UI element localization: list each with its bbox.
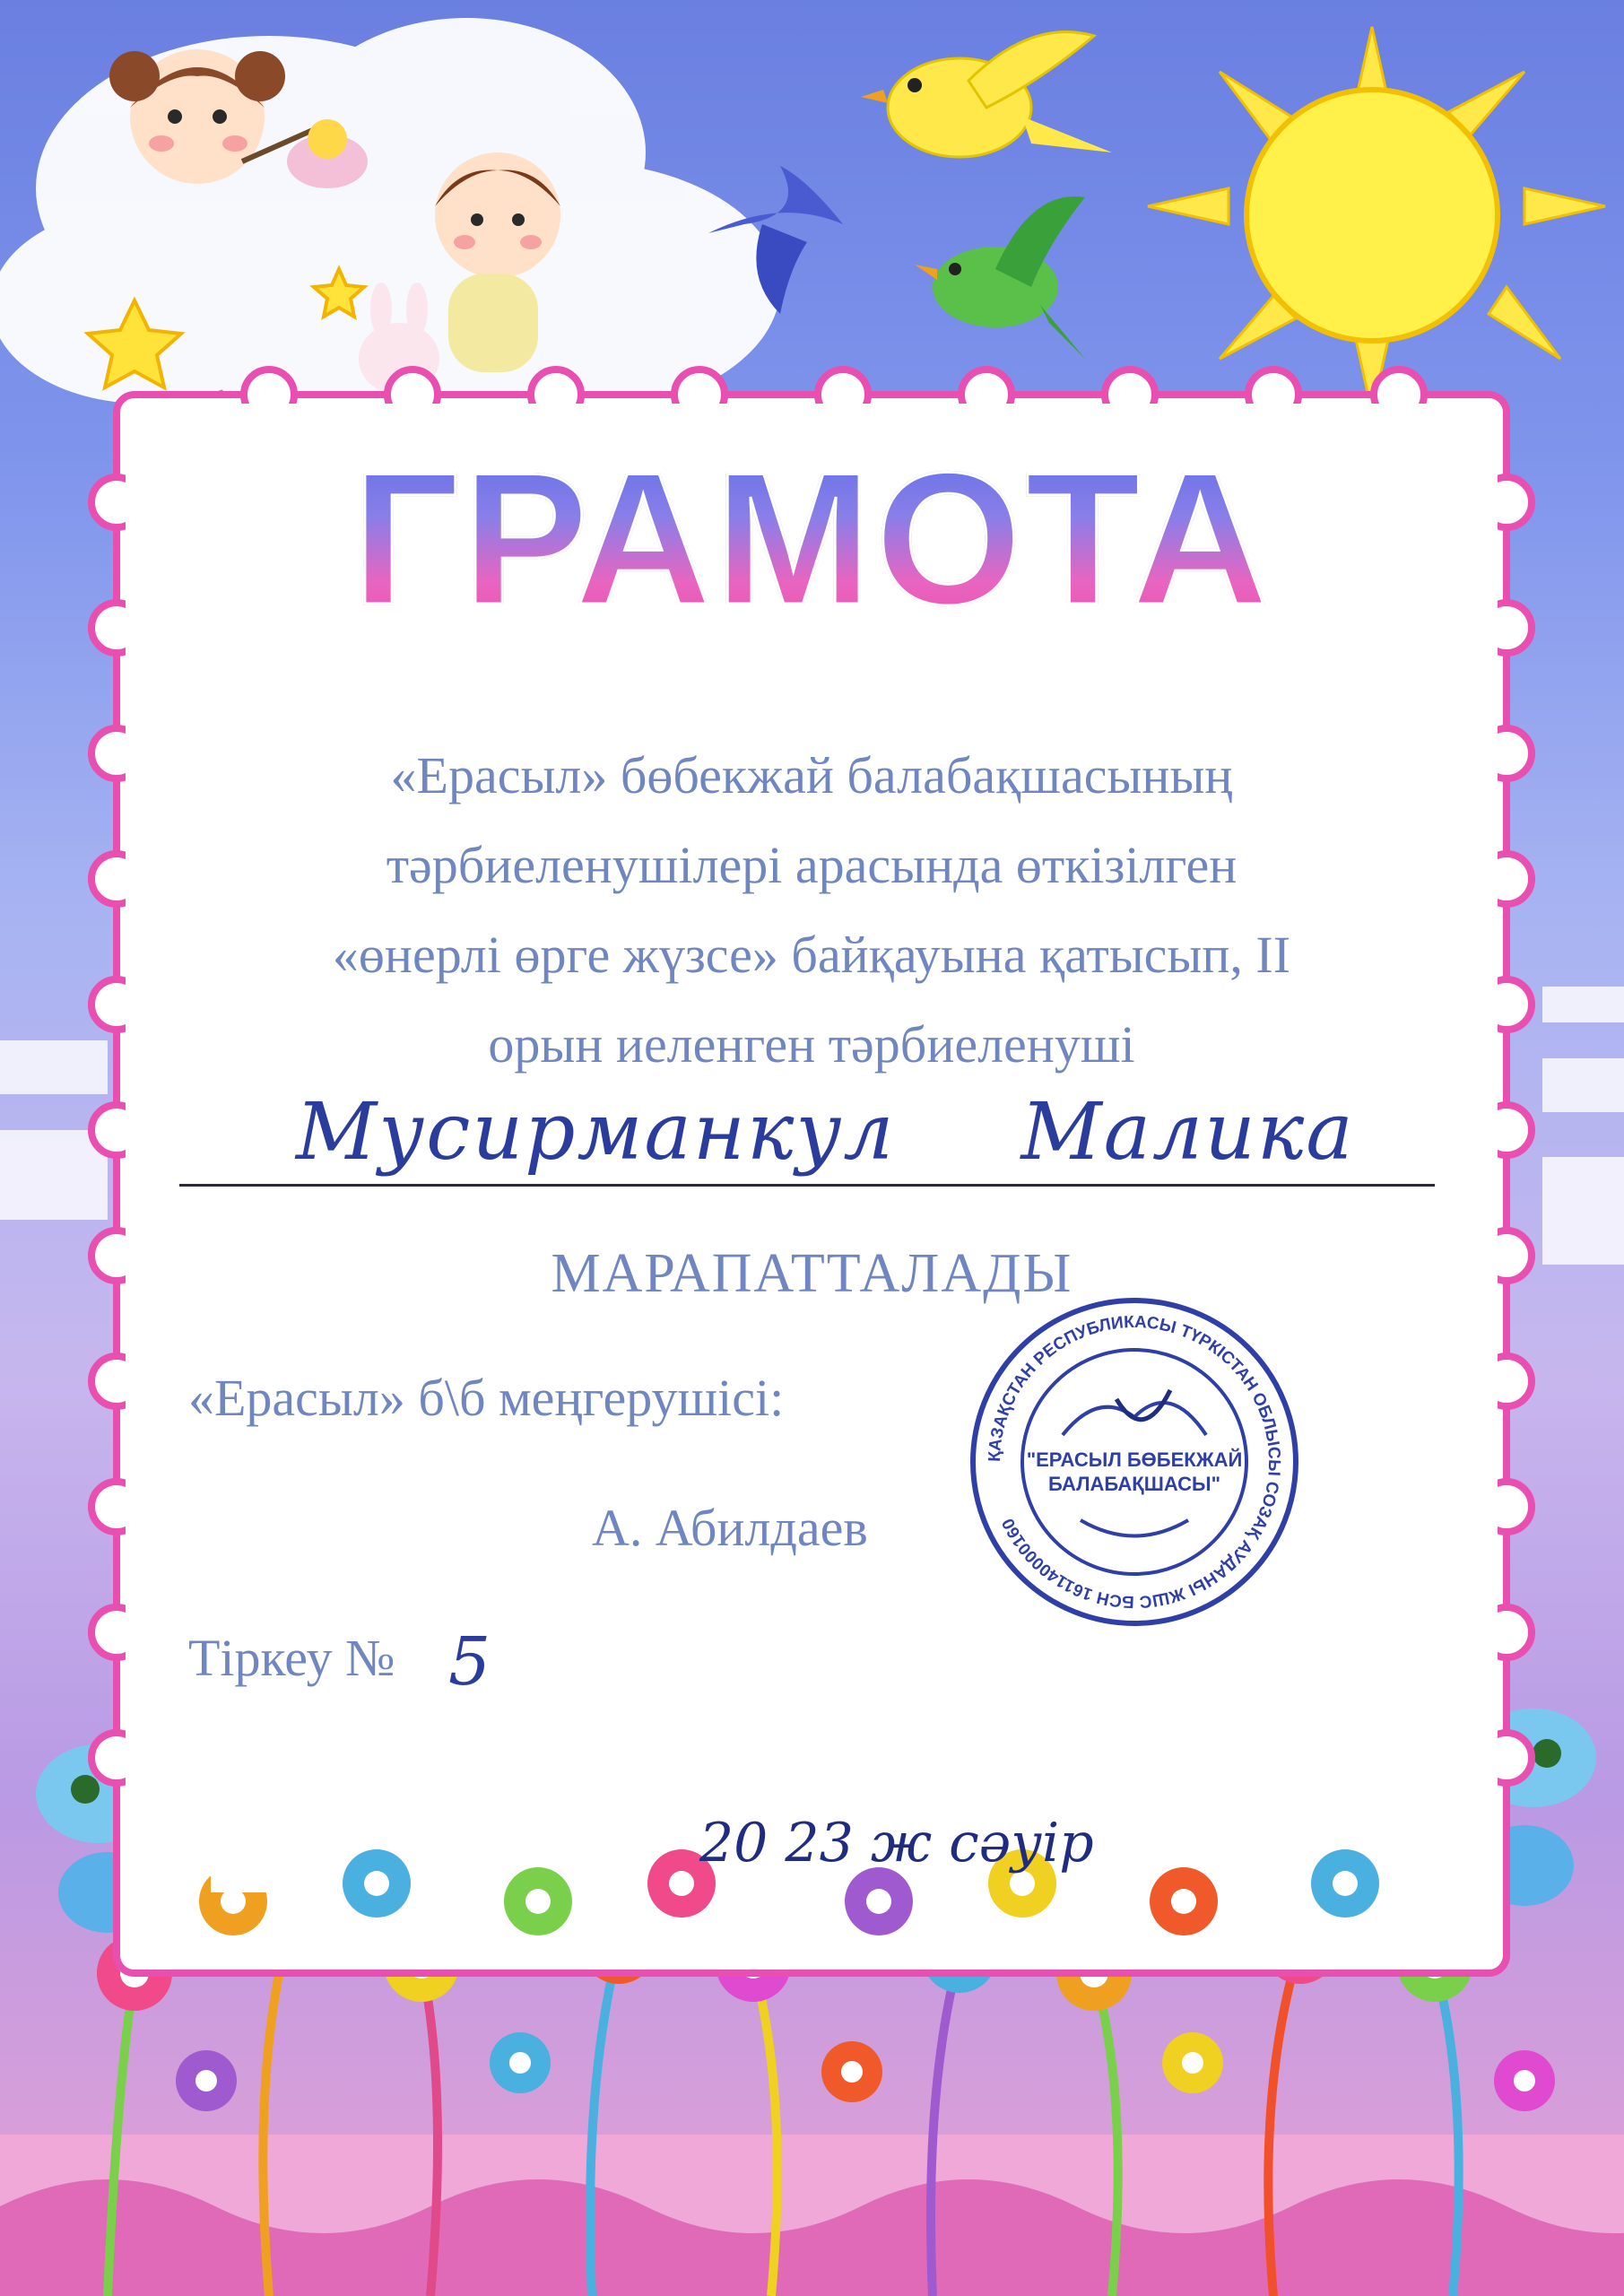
certificate-title: ГРАМОТА	[0, 430, 1624, 648]
awarded-text: МАРАПАТТАЛАДЫ	[551, 1243, 1073, 1304]
svg-text:"ЕРАСЫЛ БӨБЕКЖАЙ: "ЕРАСЫЛ БӨБЕКЖАЙ	[1026, 1448, 1243, 1471]
registration-number: 5	[448, 1623, 491, 1700]
official-stamp	[964, 1292, 1305, 1632]
recipient-second-name: Малика	[1020, 1085, 1355, 1178]
registration-label: Тіркеу №	[188, 1629, 395, 1687]
svg-text:БАЛАБАҚШАСЫ": БАЛАБАҚШАСЫ"	[1047, 1473, 1221, 1495]
recipient-first-name: Мусирманкул	[296, 1085, 896, 1178]
certificate-body	[215, 731, 1408, 1090]
body-line: «Ерасыл» бөбекжай балабақшасының	[390, 746, 1233, 804]
sun-icon	[1148, 27, 1605, 413]
body-line: орын иеленген тәрбиеленуші	[488, 1015, 1135, 1074]
recipient-name	[296, 1085, 1355, 1178]
body-line: «өнерлі өрге жүзсе» байқауына қатысып, II	[332, 926, 1291, 984]
redaction-patch	[211, 1722, 327, 1892]
svg-text:ҚАЗАҚСТАН РЕСПУБЛИКАСЫ ТҮРКІСТ: ҚАЗАҚСТАН РЕСПУБЛИКАСЫ ТҮРКІСТАН ОБЛЫСЫ СОЗАҚ АУДАНЫ ЖШС БСН 161140000160	[985, 1312, 1284, 1612]
handwritten-date: 20 23 ж сәуір	[699, 1812, 1094, 1874]
head-label: «Ерасыл» б\б меңгерушісі:	[188, 1369, 785, 1427]
yellow-bird-icon	[861, 32, 1112, 157]
body-line: тәрбиеленушілері арасында өткізілген	[386, 836, 1238, 894]
head-name: А. Абилдаев	[592, 1499, 868, 1557]
redaction-patch	[1435, 1731, 1498, 1874]
green-bird-icon	[915, 196, 1085, 359]
name-underline	[179, 1184, 1435, 1187]
